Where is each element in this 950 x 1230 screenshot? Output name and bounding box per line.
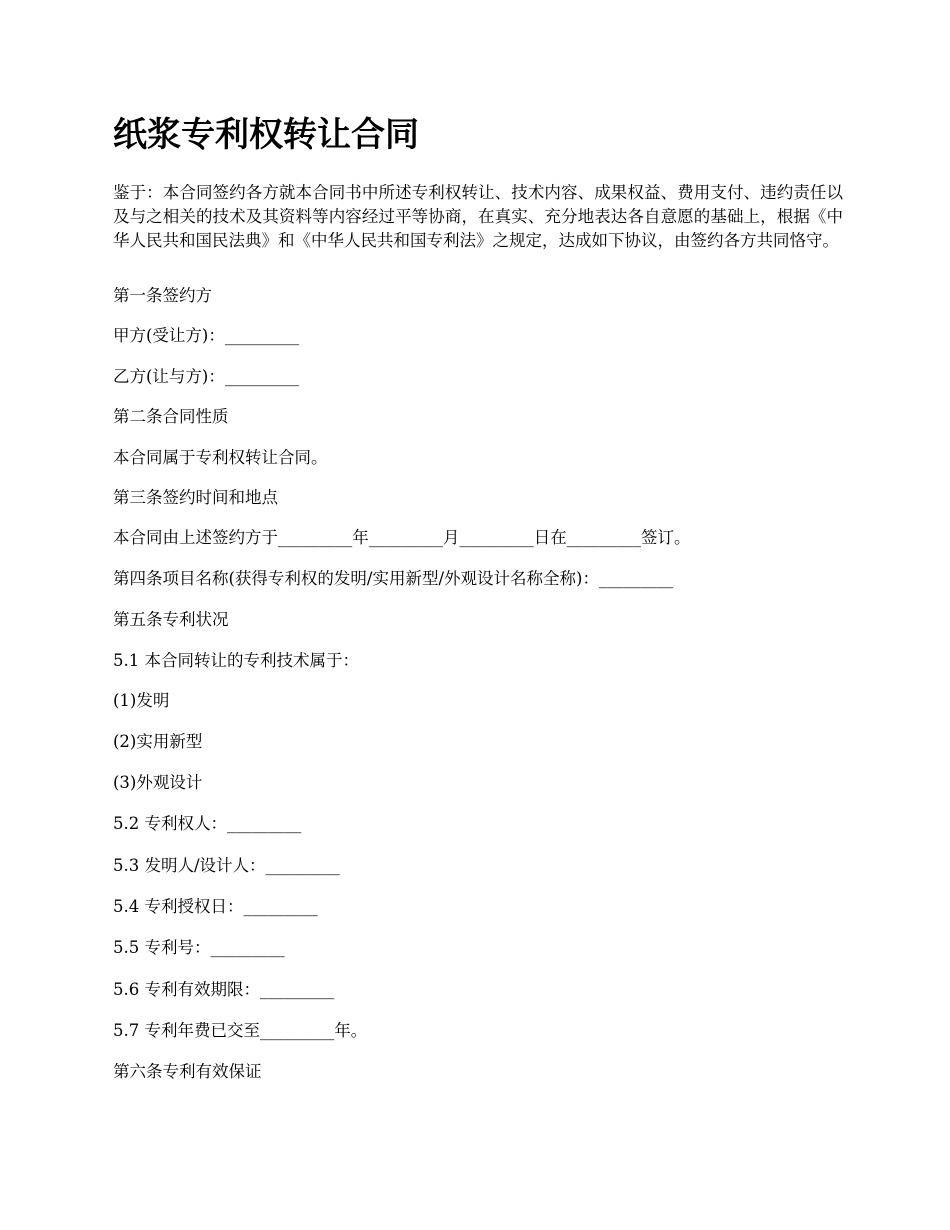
preamble-paragraph: 鉴于：本合同签约各方就本合同书中所述专利权转让、技术内容、成果权益、费用支付、违约责任以及与之相关的技术及其资料等内容经过平等协商，在真实、充分地表达各自意愿的基础上，根据《中华人民共和国民法典》和《中华人民共和国专利法》之规定，达成如下协议，由签约各方共同恪守。 [113, 183, 843, 250]
patent-type-invention: (1)发明 [113, 691, 170, 710]
document-title: 纸浆专利权转让合同 [113, 115, 419, 155]
article-6-heading: 第六条专利有效保证 [113, 1062, 262, 1081]
signing-date-place-text: 本合同由上述签约方于_________年_________月_________日在_________签订。 [113, 528, 691, 547]
party-b-field: 乙方(让与方)：_________ [113, 367, 300, 386]
contract-nature-text: 本合同属于专利权转让合同。 [113, 448, 328, 467]
party-a-field: 甲方(受让方)：_________ [113, 326, 300, 345]
article-3-heading: 第三条签约时间和地点 [113, 488, 278, 507]
clause-5-1-text: 5.1 本合同转让的专利技术属于： [113, 651, 359, 670]
patent-type-utility-model: (2)实用新型 [113, 732, 203, 751]
clause-5-3-inventor: 5.3 发明人/设计人：_________ [113, 856, 340, 875]
article-2-heading: 第二条合同性质 [113, 407, 229, 426]
clause-5-6-validity-period: 5.6 专利有效期限：_________ [113, 980, 335, 999]
clause-5-7-annual-fee: 5.7 专利年费已交至_________年。 [113, 1021, 368, 1040]
article-5-heading: 第五条专利状况 [113, 610, 229, 629]
clause-5-5-patent-number: 5.5 专利号：_________ [113, 938, 285, 957]
clause-5-2-patentee: 5.2 专利权人：_________ [113, 814, 302, 833]
article-4-project-name: 第四条项目名称(获得专利权的发明/实用新型/外观设计名称全称)：_________ [113, 569, 674, 588]
patent-type-design: (3)外观设计 [113, 773, 203, 792]
article-1-heading: 第一条签约方 [113, 286, 212, 305]
clause-5-4-grant-date: 5.4 专利授权日：_________ [113, 897, 318, 916]
